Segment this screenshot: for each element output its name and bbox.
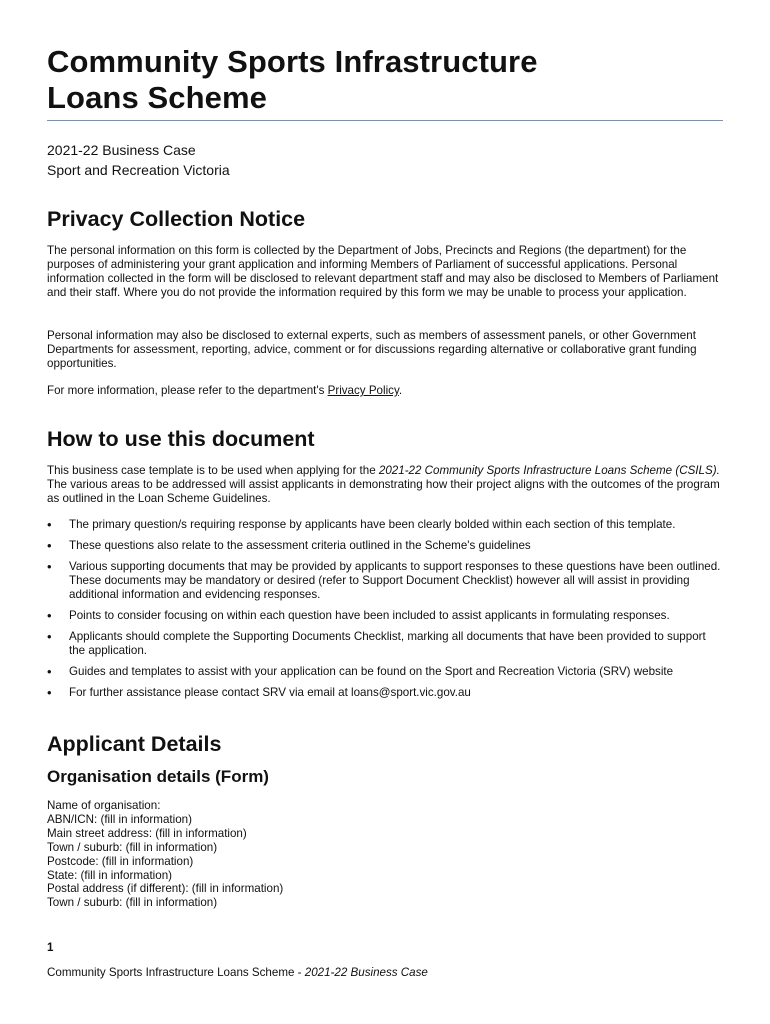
howto-intro-text: This business case template is to be used when applying for the bbox=[47, 464, 379, 477]
field-postal-town-suburb[interactable]: Town / suburb: (fill in information) bbox=[47, 896, 218, 910]
list-item: • Various supporting documents that may be provided by applicants to support responses to these questions have been outlined. These documents may be mandatory or desired (refer to Support Document Checklist) however all will assist in providing additional information and evidencing responses. bbox=[47, 560, 723, 602]
list-item: • For further assistance please contact SRV via email at loans@sport.vic.gov.au bbox=[47, 686, 723, 700]
list-item: • Guides and templates to assist with your application can be found on the Sport and Recreation Victoria (SRV) website bbox=[47, 665, 723, 679]
footer-text: Community Sports Infrastructure Loans Scheme - bbox=[47, 966, 305, 979]
field-postal-address[interactable]: Postal address (if different): (fill in information) bbox=[47, 882, 284, 896]
subtitle-business-case: 2021-22 Business Case bbox=[47, 142, 196, 158]
footer-document-type: 2021-22 Business Case bbox=[304, 966, 428, 979]
field-organisation-name[interactable]: Name of organisation: bbox=[47, 799, 161, 812]
list-item: • Applicants should complete the Supporting Documents Checklist, marking all documents that have been provided to support the application. bbox=[47, 630, 723, 658]
applicant-heading: Applicant Details bbox=[47, 732, 222, 756]
list-item: • These questions also relate to the assessment criteria outlined in the Scheme's guidelines bbox=[47, 539, 723, 553]
title-line-2: Loans Scheme bbox=[47, 80, 268, 115]
privacy-paragraph-2: Personal information may also be disclosed to external experts, such as members of assessment panels, or other Government Departments for assessment, reporting, advice, comment or for discussions regarding alternative or collaborative grant funding opportunities. bbox=[47, 329, 697, 370]
list-item: • Points to consider focusing on within each question have been included to assist applicants in formulating responses. bbox=[47, 609, 723, 623]
organisation-details-heading: Organisation details (Form) bbox=[47, 767, 269, 786]
page-footer bbox=[47, 966, 428, 979]
howto-heading: How to use this document bbox=[47, 427, 315, 451]
list-item: • The primary question/s requiring response by applicants have been clearly bolded within each section of this template. bbox=[47, 518, 723, 532]
field-main-street-address[interactable]: Main street address: (fill in information) bbox=[47, 826, 247, 840]
howto-bullet-list bbox=[47, 518, 723, 707]
privacy-policy-link[interactable]: Privacy Policy bbox=[327, 384, 399, 397]
field-postcode[interactable]: Postcode: (fill in information) bbox=[47, 854, 194, 868]
document-title bbox=[47, 44, 723, 116]
howto-intro-rest: The various areas to be addressed will assist applicants in demonstrating how their project aligns with the outcomes of the program as outlined in the Loan Scheme Guidelines. bbox=[47, 478, 720, 505]
privacy-paragraph-3-end: . bbox=[398, 384, 403, 397]
organisation-details-form bbox=[47, 799, 283, 910]
field-town-suburb[interactable]: Town / suburb: (fill in information) bbox=[47, 840, 218, 854]
document-subtitle bbox=[47, 140, 230, 180]
page-number: 1 bbox=[47, 941, 54, 954]
privacy-paragraph-1: The personal information on this form is collected by the Department of Jobs, Precincts and Regions (the department) for the purposes of administering your grant application and informing Members of Parliament of successful applications. Personal information collected in the form will be disclosed to relevant department staff and may also be disclosed to Members of Parliament and their staff. Where you do not provide the information required by this form we may be unable to process your application. bbox=[47, 244, 719, 299]
howto-intro bbox=[47, 464, 723, 506]
title-line-1: Community Sports Infrastructure bbox=[47, 44, 538, 79]
howto-intro-program: 2021-22 Community Sports Infrastructure Loans Scheme (CSILS). bbox=[378, 464, 720, 477]
field-abn-icn[interactable]: ABN/ICN: (fill in information) bbox=[47, 812, 192, 826]
privacy-paragraph-3 bbox=[47, 384, 723, 398]
privacy-heading: Privacy Collection Notice bbox=[47, 207, 306, 231]
title-divider bbox=[47, 120, 723, 121]
privacy-paragraph-3-text: For more information, please refer to the department's bbox=[47, 384, 328, 397]
field-state[interactable]: State: (fill in information) bbox=[47, 868, 173, 882]
subtitle-organisation: Sport and Recreation Victoria bbox=[47, 162, 230, 178]
